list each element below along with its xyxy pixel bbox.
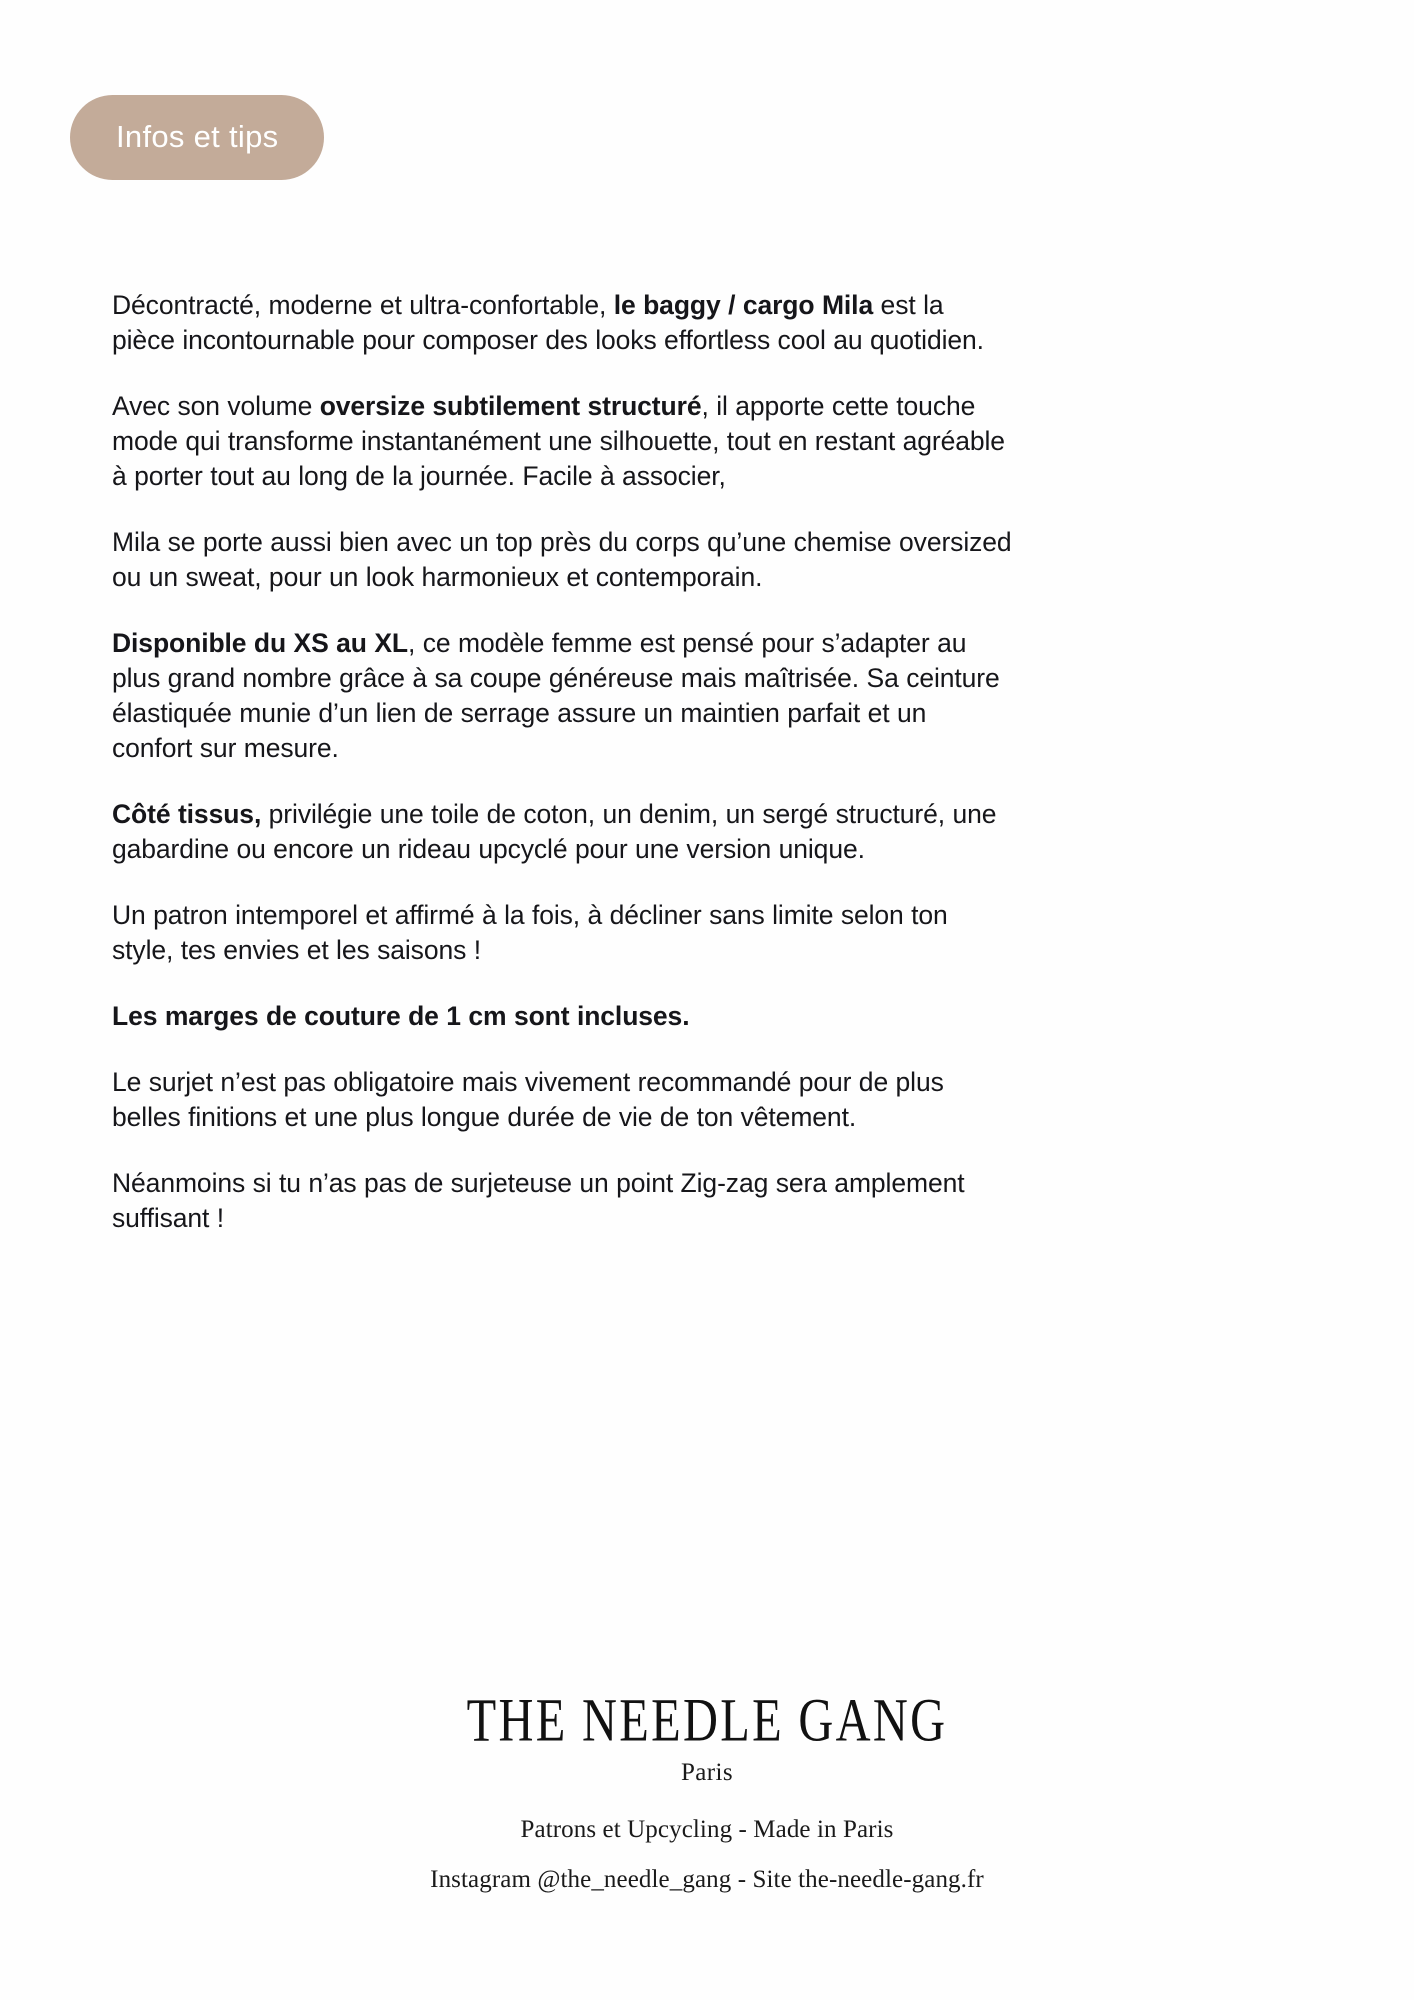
text-run-2: , il apporte cette touche mode qui transforme instantanément une silhouette, tout en restant agréable à porter tout au long de la journée. Facile à associer, — [112, 391, 1005, 491]
text-run-0: Néanmoins si tu n’as pas de surjeteuse un point Zig-zag sera amplement suffisant ! — [112, 1168, 965, 1233]
paragraph-sizes — [112, 626, 1012, 766]
text-run-1: , ce modèle femme est pensé pour s’adapter au plus grand nombre grâce à sa coupe généreuse mais maîtrisée. Sa ceinture élastiquée munie d’un lien de serrage assure un maintien parfait et un confort sur mesure. — [112, 628, 1000, 763]
text-run-0: Avec son volume — [112, 391, 320, 421]
footer-tagline: Patrons et Upcycling - Made in Paris — [520, 1815, 894, 1843]
text-run-0: Un patron intemporel et affirmé à la fois, à décliner sans limite selon ton style, tes envies et les saisons ! — [112, 900, 948, 965]
text-run-2: est la pièce incontournable pour composer des looks effortless cool au quotidien. — [112, 290, 984, 355]
emphasis-run-1: oversize subtilement structuré — [319, 391, 702, 421]
page-footer — [0, 1687, 1414, 1895]
paragraph-overlock — [112, 1065, 1012, 1135]
brand-city: Paris — [681, 1758, 733, 1786]
paragraph-fabrics — [112, 797, 1012, 867]
paragraph-intro — [112, 288, 1012, 358]
text-run-1: privilégie une toile de coton, un denim, un sergé structuré, une gabardine ou encore un rideau upcyclé pour une version unique. — [112, 799, 997, 864]
text-run-0: Décontracté, moderne et ultra-confortable, — [112, 290, 614, 320]
paragraph-zigzag — [112, 1166, 1012, 1236]
paragraph-volume — [112, 389, 1012, 494]
section-badge-container — [70, 95, 324, 180]
paragraph-seam-allowance — [112, 999, 1012, 1034]
brand-logo-text: THE NEEDLE GANG — [466, 1687, 948, 1755]
paragraph-timeless — [112, 898, 1012, 968]
paragraph-styling — [112, 525, 1012, 595]
body-content — [112, 288, 1012, 1236]
section-badge-infos-et-tips: Infos et tips — [70, 95, 324, 180]
emphasis-run-0: Côté tissus, — [112, 799, 262, 829]
emphasis-run-1: le baggy / cargo Mila — [613, 290, 874, 320]
emphasis-run-0: Disponible du XS au XL — [112, 628, 409, 658]
emphasis-run-0: Les marges de couture de 1 cm sont incluses. — [112, 1001, 690, 1031]
text-run-0: Le surjet n’est pas obligatoire mais vivement recommandé pour de plus belles finitions et une plus longue durée de vie de ton vêtement. — [112, 1067, 944, 1132]
footer-contact: Instagram @the_needle_gang - Site the-needle-gang.fr — [430, 1865, 984, 1893]
text-run-0: Mila se porte aussi bien avec un top près du corps qu’une chemise oversized ou un sweat, pour un look harmonieux et contemporain. — [112, 527, 1012, 592]
